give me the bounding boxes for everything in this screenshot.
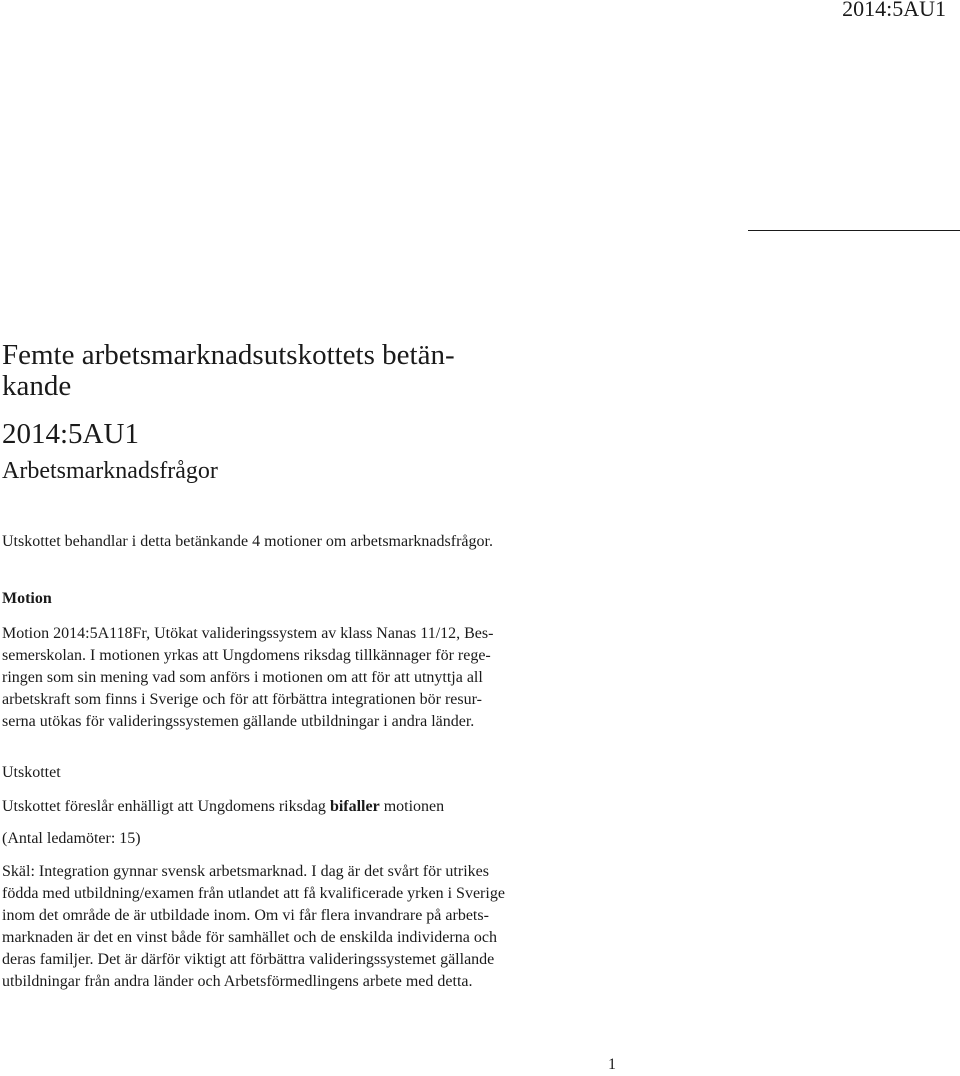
title-block	[2, 340, 542, 486]
proposal-text-end: motionen	[379, 798, 445, 815]
reason-line: Skäl: Integration gynnar svensk arbetsmarknad. I dag är det svårt för utrikes	[2, 863, 489, 880]
reason-paragraph	[2, 861, 528, 993]
proposal-text: Utskottet föreslår enhälligt att Ungdomens riksdag	[2, 798, 330, 815]
page-number: 1	[608, 1056, 616, 1073]
report-subject: Arbetsmarknadsfrågor	[2, 458, 218, 484]
motion-paragraph	[2, 623, 528, 733]
proposal-decision: bifaller	[329, 798, 380, 815]
intro-paragraph: Utskottet behandlar i detta betänkande 4 motioner om arbetsmarknadsfrågor.	[2, 533, 493, 550]
motion-line: arbetskraft som finns i Sverige och för att förbättra integrationen bör resur-	[2, 691, 482, 708]
reason-line: marknaden är det en vinst både för samhället och de enskilda individerna och	[2, 929, 497, 946]
member-count: (Antal ledamöter: 15)	[2, 830, 141, 847]
motion-line: ringen som sin mening vad som anförs i motionen om att för att utnyttja all	[2, 669, 483, 686]
motion-heading: Motion	[2, 590, 52, 607]
header-rule	[748, 230, 960, 231]
reason-line: deras familjer. Det är därför viktigt att förbättra valideringssystemet gällande	[2, 951, 495, 968]
report-number: 2014:5AU1	[2, 418, 139, 450]
motion-line: semerskolan. I motionen yrkas att Ungdomens riksdag tillkännager för rege-	[2, 647, 491, 664]
reason-line: utbildningar från andra länder och Arbetsförmedlingens arbete med detta.	[2, 973, 473, 990]
report-title-line-1: Femte arbetsmarknadsutskottets betän-	[2, 339, 455, 371]
committee-proposal	[2, 796, 528, 818]
committee-heading: Utskottet	[2, 764, 61, 781]
reason-line: födda med utbildning/examen från utlandet att få kvalificerade yrken i Sverige	[2, 885, 505, 902]
report-title-line-2: kande	[2, 370, 72, 402]
reason-line: inom det område de är utbildade inom. Om vi får flera invandrare på arbets-	[2, 907, 489, 924]
motion-line: serna utökas för valideringssystemen gällande utbildningar i andra länder.	[2, 713, 475, 730]
header-document-id: 2014:5AU1	[842, 0, 946, 21]
motion-line: Motion 2014:5A118Fr, Utökat valideringssystem av klass Nanas 11/12, Bes-	[2, 625, 494, 642]
